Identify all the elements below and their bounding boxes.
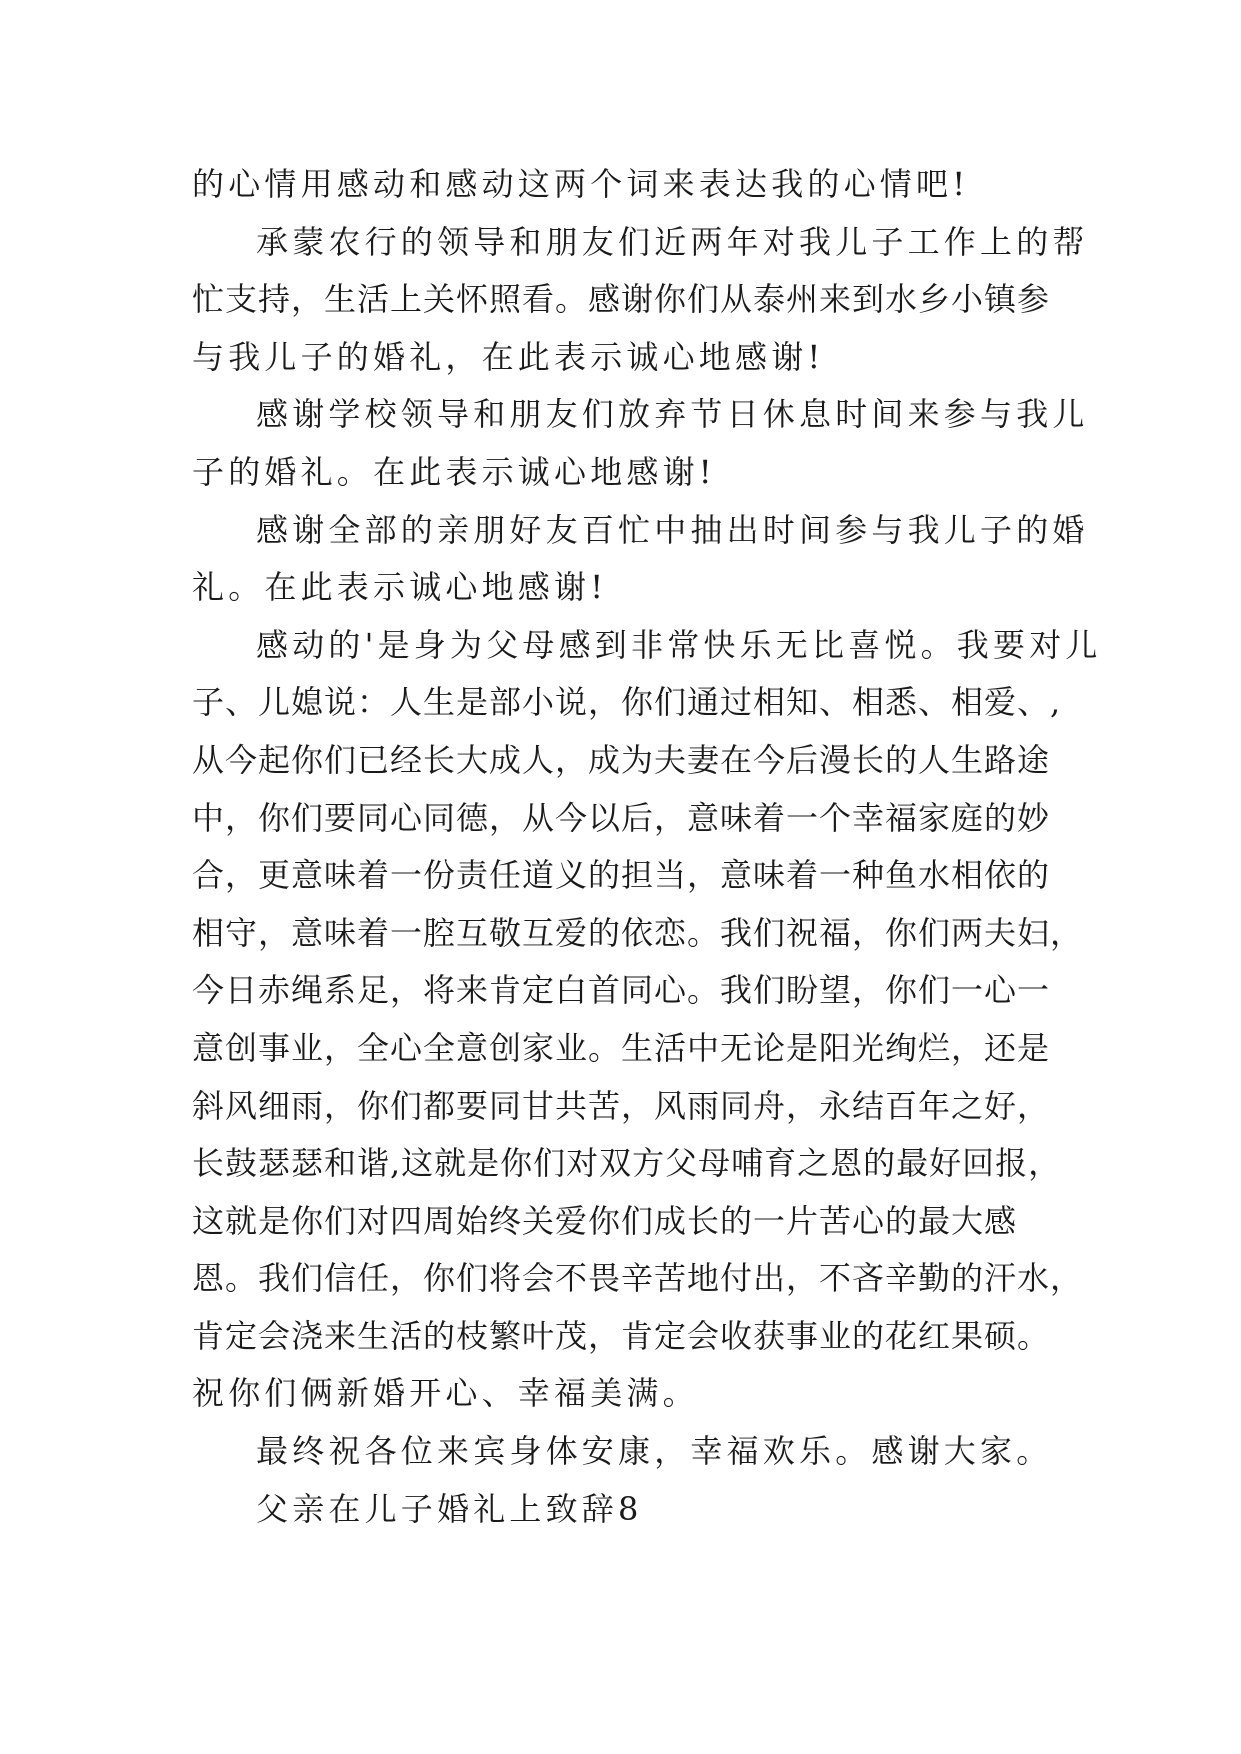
text-line: 合，更意味着一份责任道义的担当，意味着一种鱼水相依的 <box>192 856 1051 895</box>
text-line: 子的婚礼。在此表示诚心地感谢! <box>192 452 716 491</box>
text-line: 从今起你们已经长大成人，成为夫妻在今后漫长的人生路途 <box>192 740 1051 779</box>
text-line: 意创事业，全心全意创家业。生活中无论是阳光绚烂，还是 <box>192 1028 1051 1067</box>
text-line: 这就是你们对四周始终关爱你们成长的一片苦心的最大感 <box>192 1201 1018 1240</box>
text-line: 肯定会浇来生活的枝繁叶茂，肯定会收获事业的花红果硕。 <box>192 1316 1051 1355</box>
text-line: 长鼓瑟瑟和谐,这就是你们对双方父母哺育之恩的最好回报， <box>192 1144 1062 1183</box>
text-line: 承蒙农行的领导和朋友们近两年对我儿子工作上的帮 <box>256 222 1089 261</box>
text-line: 的心情用感动和感动这两个词来表达我的心情吧! <box>192 165 970 203</box>
text-line: 与我儿子的婚礼，在此表示诚心地感谢! <box>192 337 825 376</box>
text-line: 斜风细雨，你们都要同甘共苦，风雨同舟，永结百年之好， <box>192 1086 1051 1125</box>
text-line: 中，你们要同心同德，从今以后，意味着一个幸福家庭的妙 <box>192 798 1051 837</box>
text-line: 今日赤绳系足，将来肯定白首同心。我们盼望，你们一心一 <box>192 971 1051 1010</box>
text-line: 父亲在儿子婚礼上致辞8 <box>256 1489 643 1528</box>
text-line: 最终祝各位来宾身体安康，幸福欢乐。感谢大家。 <box>256 1432 1053 1471</box>
text-line: 祝你们俩新婚开心、幸福美满。 <box>192 1374 699 1413</box>
text-line: 礼。在此表示诚心地感谢! <box>192 568 608 607</box>
text-line: 感谢学校领导和朋友们放弃节日休息时间来参与我儿 <box>256 395 1089 434</box>
text-line: 恩。我们信任，你们将会不畏辛苦地付出，不吝辛勤的汗水， <box>192 1259 1084 1298</box>
text-line: 相守，意味着一腔互敬互爱的依恋。我们祝福，你们两夫妇， <box>192 913 1084 952</box>
text-line: 子、儿媳说：人生是部小说，你们通过相知、相悉、相爱、, <box>192 683 1062 722</box>
document-body <box>192 156 1102 1538</box>
text-line: 感谢全部的亲朋好友百忙中抽出时间参与我儿子的婚 <box>256 510 1089 549</box>
text-line: 忙支持，生活上关怀照看。感谢你们从泰州来到水乡小镇参 <box>192 280 1051 319</box>
text-line: 感动的'是身为父母感到非常快乐无比喜悦。我要对儿 <box>256 625 1102 664</box>
